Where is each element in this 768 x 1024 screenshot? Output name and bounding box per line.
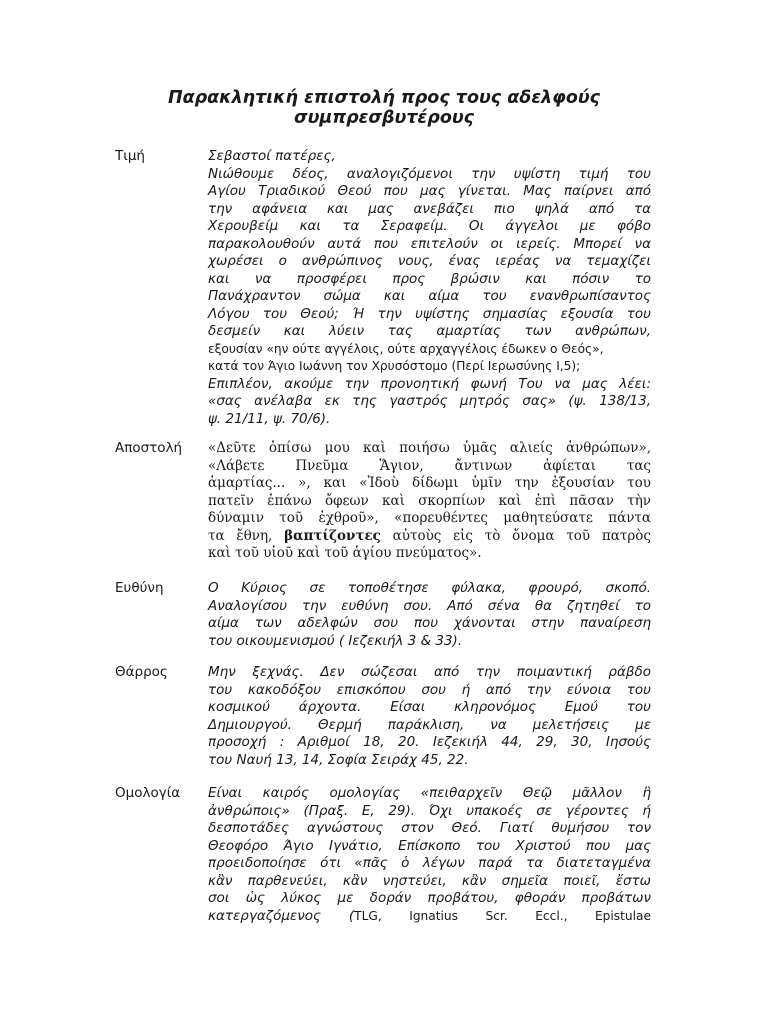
section-label: Αποστολή [115,440,183,456]
text-line: προειδοποίησε ότι «πᾶς ὁ λέγων παρά τα διατεταγμένα [208,855,651,871]
text-line: την αφάνεια και μας ανεβάζει πιο ψηλά από τα [208,200,651,217]
text-line: ἁμαρτίας... », και «Ἰδοὺ δίδωμι ὑμῖν την ἐξουσίαν του [208,475,651,491]
section-label: Ομολογία [115,785,181,801]
text-fragment: κατεργαζόμενος ( [208,907,355,924]
text-line: του Ναυή 13, 14, Σοφία Σειράχ 45, 22. [208,751,469,768]
title-line: συμπρεσβυτέρους [293,108,475,128]
text-line: κἂν παρθενεύει, κἂν νηστεύει, κἂν σημεῖα ποιεῖ, ἔστω [208,872,651,889]
text-line: εξουσίαν «ην ούτε αγγέλοις, ούτε αρχαγγέλοις έδωκεν ο Θεός», [208,341,604,356]
text-line [208,908,651,926]
section-label: Τιμή [115,148,145,164]
text-line: Επιπλέον, ακούμε την προνοητική φωνή Του να μας λέει: [208,375,651,392]
text-fragment: αὐτοὺς εἰς τὸ ὄνομα τοῦ πατρὸς [392,527,651,544]
section-body [208,440,651,563]
text-line [208,528,651,546]
text-line: Πανάχραντον σώμα και αίμα του ενανθρωπίσαντος [208,288,651,304]
text-line: Ο Κύριος σε τοποθέτησε φύλακα, φρουρό, σκοπό. [208,580,651,596]
text-line: «σας ανέλαβα εκ της γαστρός μητρός σας» (ψ. 138/13, [208,393,651,409]
text-line: Νιώθουμε δέος, αναλογιζόμενοι την υψίστη τιμή του [208,165,651,182]
text-line: πατεῖν ἐπάνω ὄφεων καὶ σκορπίων καὶ ἐπὶ πᾶσαν τὴν [208,492,651,509]
text-line: Αναλογίσου την ευθύνη σου. Από σένα θα ζητηθεί το [208,597,651,614]
text-line: «Δεῦτε ὀπίσω μου καὶ ποιήσω ὑμᾶς αλιείς ἀνθρώπων», [208,440,651,456]
citation-text: TLG, Ignatius Scr. Eccl., Epistulae [354,908,651,923]
text-line: Είναι καιρός ομολογίας «πειθαρχεῖν Θεῷ μᾶλλον ἢ [208,785,651,801]
text-line: ψ. 21/11, ψ. 70/6). [208,410,331,427]
text-line: του κακοδόξου επισκόπου σου ή από την εύνοια του [208,681,651,698]
text-line: Λόγου του Θεού; Ή την υψίστης σημασίας εξουσία του [208,305,651,322]
text-line: και να προσφέρει προς βρώσιν και πόσιν το [208,270,651,287]
text-line: αίμα των αδελφών σου που χάνονται στην παναίρεση [208,615,651,631]
text-line: δεσποτάδες αγνώστους στον Θεό. Γιατί θυμήσου τον [208,820,651,836]
section-body [208,580,651,650]
text-line: κοσμικού άρχοντα. Είσαι κληρονόμος Εμού του [208,699,651,715]
emphasized-word: βαπτίζοντες [284,527,381,544]
text-line: προσοχή : Αριθμοί 18, 20. Ιεζεκιήλ 44, 29, 30, Ιησούς [208,734,651,750]
section-label: Ευθύνη [115,580,164,596]
text-line: Μην ξεχνάς. Δεν σώζεσαι από την ποιμαντική ράβδο [208,664,651,680]
text-fragment: τα ἔθνη, [208,527,273,544]
section-label: Θάρρος [115,664,168,680]
text-line: δύναμιν τοῦ ἐχθροῦ», «πορευθέντες μαθητεύσατε πάντα [208,510,651,526]
page-title [110,88,658,128]
text-line: Χερουβείμ και τα Σεραφείμ. Οι άγγελοι με φόβο [208,218,651,234]
text-line: κατά τον Άγιο Ιωάννη τον Χρυσόστομο (Περί Ιερωσύνης Ι,5); [208,359,581,373]
text-line: χωρέσει ο ανθρώπινος νους, ένας ιερέας να τεμαχίζει [208,253,651,269]
text-line: παρακολουθούν αυτά που επιτελούν οι ιερείς. Μπορεί να [208,235,651,252]
text-line: «Λάβετε Πνεῦμα Ἅγιον, ἄντινων ἀφίεται τας [208,457,651,474]
title-line: Παρακλητική επιστολή προς τους αδελφούς [167,88,601,108]
text-line: του οικουμενισμού ( Ιεζεκιήλ 3 & 33). [208,632,463,649]
text-line: σοι ὡς λύκος με δοράν προβάτου, φθοράν προβάτων [208,890,651,906]
section-body [208,785,651,925]
section-body [208,664,651,769]
text-line: Αγίου Τριαδικού Θεού που μας γίνεται. Μας παίρνει από [208,183,651,199]
text-line: Σεβαστοί πατέρες, [208,148,336,164]
text-line: καὶ τοῦ υἱοῦ καὶ τοῦ ἁγίου πνεύματος». [208,545,482,561]
text-line: Δημιουργού. Θερμή παράκλιση, να μελετήσεις με [208,716,651,733]
text-line: δεσμείν και λύειν τας αμαρτίας των ανθρώπων, [208,323,651,339]
text-line: Θεοφόρο Άγιο Ιγνάτιο, Επίσκοπο του Χριστού που μας [208,837,651,854]
text-line: ἀνθρώποις» (Πραξ. Ε, 29). Όχι υπακοές σε γέροντες ή [208,802,651,819]
section-body [208,148,651,428]
